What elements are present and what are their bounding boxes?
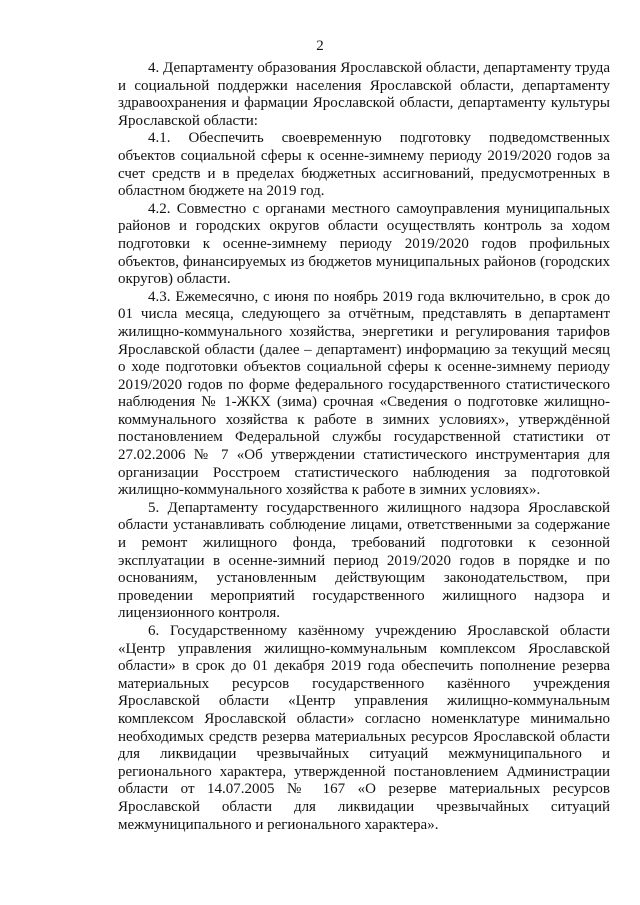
paragraph-4-2: 4.2. Совместно с органами местного самоуправления муниципальных районов и городских округов области осуществлять контроль за ходом подготовки к осенне-зимнему периоду 2019/2020 годов профильных объектов, финансируемых из бюджетов муниципальных районов (городских округов) области.	[118, 200, 610, 288]
paragraph-4-1: 4.1. Обеспечить своевременную подготовку подведомственных объектов социальной сферы к осенне-зимнему периоду 2019/2020 годов за счет средств и в пределах бюджетных ассигнований, предусмотренных в областном бюджете на 2019 год.	[118, 130, 610, 200]
paragraph-6: 6. Государственному казённому учреждению Ярославской области «Центр управления жилищно-коммунальным комплексом Ярославской области» в срок до 01 декабря 2019 года обеспечить пополнение резерва материальных ресурсов государственного казённого учреждения Ярославской области «Центр управления жилищно-коммунальным комплексом Ярославской области» согласно номенклатуре минимально необходимых средств резерва материальных ресурсов Ярославской области для ликвидации чрезвычайных ситуаций межмуниципального и регионального характера, утвержденной постановлением Администрации области от 14.07.2005 № 167 «О резерве материальных ресурсов Ярославской области для ликвидации чрезвычайных ситуаций межмуниципального и регионального характера».	[118, 623, 610, 833]
paragraph-4: 4. Департаменту образования Ярославской области, департаменту труда и социальной поддержки населения Ярославской области, департаменту здравоохранения и фармации Ярославской области, департаменту культуры Ярославской области:	[118, 60, 610, 129]
page-number: 2	[316, 38, 324, 54]
document-body	[118, 60, 610, 834]
paragraph-5: 5. Департаменту государственного жилищного надзора Ярославской области устанавливать соблюдение лицами, ответственными за содержание и ремонт жилищного фонда, требований подготовки к сезонной эксплуатации в осенне-зимний период 2019/2020 годов в порядке и по основаниям, установленным действующим законодательством, при проведении мероприятий государственного жилищного надзора и лицензионного контроля.	[118, 499, 610, 622]
paragraph-4-3: 4.3. Ежемесячно, с июня по ноябрь 2019 года включительно, в срок до 01 числа месяца, следующего за отчётным, представлять в департамент жилищно-коммунального хозяйства, энергетики и регулирования тарифов Ярославской области (далее – департамент) информацию за текущий месяц о ходе подготовки объектов социальной сферы к осенне-зимнему периоду 2019/2020 годов по форме федерального государственного статистического наблюдения № 1-ЖКХ (зима) срочная «Сведения о подготовке жилищно-коммунального хозяйства к работе в зимних условиях», утверждённой постановлением Федеральной службы государственной статистики от 27.02.2006 № 7 «Об утверждении статистического инструментария для организации Росстроем статистического наблюдения за подготовкой жилищно-коммунального хозяйства к работе в зимних условиях».	[118, 288, 610, 499]
